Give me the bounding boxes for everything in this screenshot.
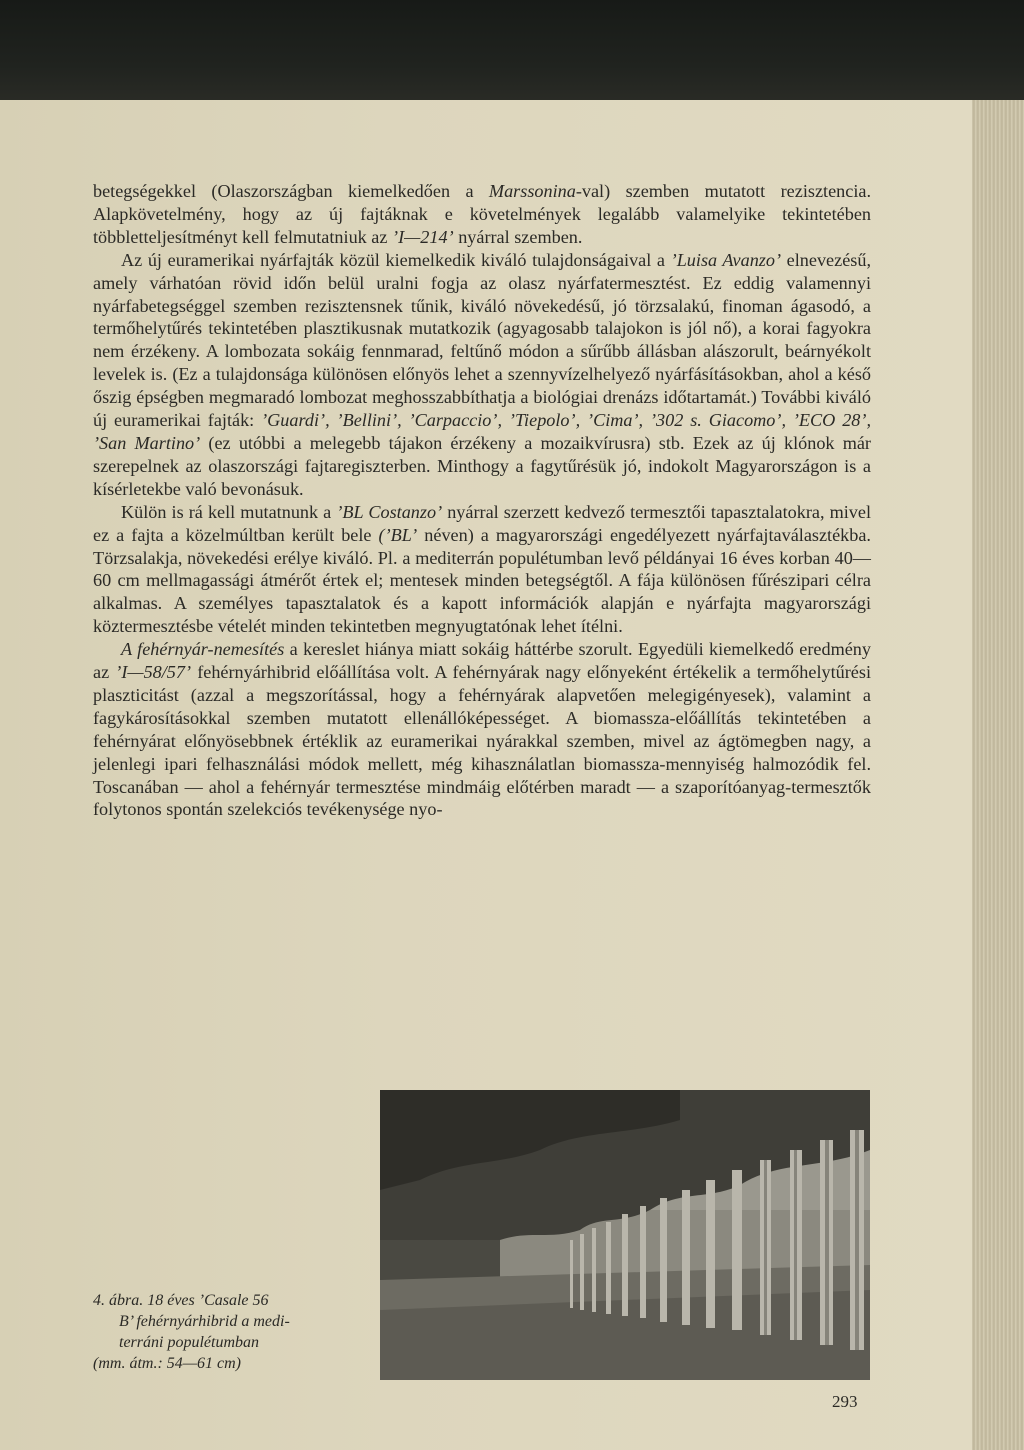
- text-run: nyárral szerzett kedvező termesztői tapasztalatokra, mivel ez a fajta a közelmúltban került bele: [93, 501, 871, 545]
- book-page-edges: [968, 100, 1024, 1450]
- paragraph: [93, 249, 871, 501]
- book-cover-top: [0, 0, 1024, 110]
- italic-text: A fehérnyár-nemesítés: [121, 639, 285, 660]
- text-run: (ez utóbbi a melegebb tájakon érzékeny a mozaikvírusra) stb. Ezek az új klónok már szerepelnek az olaszországi fajtaregiszterben. Minthogy a fagytűrésük jó, indokolt Magyarországon is a kísérletekbe való bevonásuk.: [93, 432, 871, 499]
- text-run: elnevezésű, amely várhatóan rövid időn belül uralni fogja az olasz nyárfatermesztést. Ez eddig valamennyi nyárfabetegséggel szemben rezisztensnek tűnik, kiváló növekedésű, jó törzsalakú, finoman ágasodó, a termőhelytűrés tekintetében plasztikusnak mutatkozik (agyagosabb talajokon is jól nő), a korai fagyokra nem érzékeny. A lombozata sokáig fennmarad, feltűnő módon a sűrűbb állásban alászorult, beárnyékolt levelek is. (Ez a tulajdonsága különösen előnyös lehet a szennyvízelhelyező nyárfásításokban, ahol a késő őszig épségben megmaradó lombozat meghosszabbíthatja a biológiai drenázs időtartamát.) További kiváló új euramerikai fajták:: [93, 249, 871, 431]
- italic-text: (’BL’: [378, 524, 418, 545]
- caption-line: (mm. átm.: 54—61 cm): [93, 1355, 241, 1372]
- italic-text: ’Guardi’, ’Bellini’, ’Carpaccio’, ’Tiepolo’, ’Cima’, ’302 s. Giacomo’, ’ECO 28’, ’San Martino’: [93, 410, 871, 453]
- body-text: [93, 180, 871, 821]
- caption-line: B’ fehérnyárhibrid a medi-: [119, 1313, 290, 1330]
- photo-illustration: [380, 1090, 870, 1380]
- italic-text: ’I—58/57’: [115, 662, 192, 683]
- caption-line: 4. ábra. 18 éves ’Casale 56: [93, 1292, 269, 1309]
- italic-text: ’I—214’: [392, 226, 454, 247]
- paragraph: [93, 638, 871, 821]
- paragraph: [93, 180, 871, 249]
- text-run: betegségekkel (Olaszországban kiemelkedően a: [93, 181, 489, 201]
- poplar-row-photo: [380, 1090, 870, 1380]
- italic-text: ’BL Costanzo’: [336, 501, 443, 522]
- paragraph: [93, 501, 871, 638]
- caption-line: terráni populétumban: [119, 1334, 259, 1351]
- figure-caption: [93, 1290, 353, 1374]
- text-run: néven) a magyarországi engedélyezett nyárfajtaválasztékba. Törzsalakja, növekedési erélye kiváló. Pl. a mediterrán populétumban levő példányai 16 éves korban 40—60 cm mellmagassági átmérőt értek el; mentesek minden betegségtől. A fája különösen fűrészipari célra alkalmas. A személyes tapasztalatok és a kapott információk alapján e nyárfajta magyarországi köztermesztésbe vételét minden tekintetben megnyugtatónak lehet ítélni.: [93, 524, 871, 637]
- text-run: -val) szemben mutatott rezisztencia. Alapkövetelmény, hogy az új fajtáknak e követelmények legalább valamelyike tekintetében többletteljesítményt kell felmutatniuk az: [93, 181, 871, 247]
- page-number: 293: [832, 1392, 858, 1411]
- text-run: a kereslet hiánya miatt sokáig háttérbe szorult. Egyedüli kiemelkedő eredmény az: [93, 639, 871, 683]
- text-run: Külön is rá kell mutatnunk a: [121, 501, 337, 522]
- text-run: fehérnyárhibrid előállítása volt. A fehérnyárak nagy előnyeként értékelik a termőhelytűrési plaszticitást (azzal a megszorítással, hogy a fehérnyárak alapvetően melegigényesek), valamint a fagykárosításokkal szemben mutatott ellenállóképességet. A biomassza-előállítás tekintetében a fehérnyárat előnyösebbnek értéklik az euramerikai nyárakkal szemben, mivel az ágtömegben nagy, a jelenlegi ipari felhasználási módok mellett, még kihasználatlan biomassza-mennyiség halmozódik fel. Toscanában — ahol a fehérnyár termesztése mindmáig előtérben maradt — a szaporítóanyag-termesztők folytonos spontán szelekciós tevékenysége nyo-: [93, 662, 871, 820]
- text-run: nyárral szemben.: [453, 226, 583, 247]
- italic-text: Marssonina: [488, 181, 576, 201]
- book-page: [0, 100, 972, 1450]
- italic-text: ’Luisa Avanzo’: [670, 249, 782, 270]
- text-run: Az új euramerikai nyárfajták közül kiemelkedik kiváló tulajdonságaival a: [121, 249, 671, 270]
